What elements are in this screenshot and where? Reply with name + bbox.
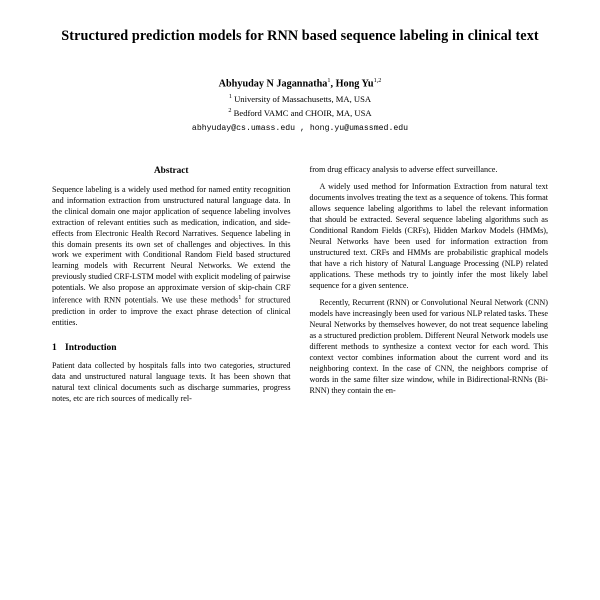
author-list xyxy=(52,77,548,91)
author-name-2: , Hong Yu xyxy=(330,77,374,89)
author-affil-marker-1: 1 xyxy=(327,76,331,84)
abstract-body: Sequence labeling is a widely used method for named entity recognition and information extraction from unstructured natural language data. In the clinical domain one major application of sequence labeling involves extraction of relevant entities such as medication, indication, and side-effects from Electronic Health Record Narratives. Sequence labeling in this domain presents its own set of challenges and objectives. In this work we experiment with Conditional Random Field based structured learning models with Recurrent Neural Networks. We extend the previously studied CRF-LSTM model with explicit modeling of pairwise potentials. We also propose an approximate version of skip-chain CRF inference with RNN potentials. We use these methods xyxy=(52,184,291,306)
author-emails: abhyuday@cs.umass.edu , hong.yu@umassmed.edu xyxy=(191,124,409,134)
page-title: Structured prediction models for RNN based sequence labeling in clinical text xyxy=(61,28,539,44)
section-title: Introduction xyxy=(65,342,117,353)
author-name-1: Abhyuday N Jagannatha xyxy=(218,77,328,89)
affiliation-line-1 xyxy=(52,93,548,105)
right-column xyxy=(310,165,549,404)
affiliation-marker-2: 2 xyxy=(228,107,232,115)
introduction-paragraph: Patient data collected by hospitals falls into two categories, structured data and unstructured natural language texts. It has been shown that natural text clinical documents such as discharge summaries, progress notes, etc are rich sources of medically rel- xyxy=(52,360,291,403)
right-paragraph-1: from drug efficacy analysis to adverse effect surveillance. xyxy=(309,165,498,175)
section-number: 1 xyxy=(52,342,57,353)
abstract-heading: Abstract xyxy=(153,166,189,177)
abstract-paragraph xyxy=(52,185,291,329)
author-affil-marker-2: 1,2 xyxy=(373,76,382,84)
right-paragraph-3: Recently, Recurrent (RNN) or Convolutional Neural Network (CNN) models have increasingly been used for various NLP related tasks. These Neural Networks by themselves however, do not treat sequence labeling as a structured prediction problem. Different Neural Network models use different methods to synthesize a context vector for each word. This context vector combines information about the current word and its neighboring context. In the case of CNN, the neighbors comprise of words in the same filter size window, while in Bidirectional-RNNs (Bi-RNN) they contain the en- xyxy=(309,297,548,395)
affiliation-text-2: Bedford VAMC and CHOIR, MA, USA xyxy=(231,107,372,118)
affiliation-line-2 xyxy=(52,107,548,119)
right-paragraph-2: A widely used method for Information Extraction from natural text documents involves treating the text as a sequence of tokens. This format allows sequence labeling algorithms to label the relevant information that should be extracted. Several sequence labeling algorithms such as Conditional Random Fields (CRFs), Hidden Markov Models (HMMs), Neural Networks have been used for information extraction from unstructured text. CRFs and HMMs are probabilistic graphical models that have a rich history of Natural Language Processing (NLP) related applications. These methods try to jointly infer the most likely label sequence for a given sentence. xyxy=(309,182,548,290)
left-column xyxy=(52,165,291,404)
affiliation-text-1: University of Massachusetts, MA, USA xyxy=(231,93,372,104)
body-columns xyxy=(52,165,548,404)
abstract-body-end: for structured prediction in order to improve the exact phrase detection of clinical entities. xyxy=(52,296,291,327)
section-heading-introduction xyxy=(52,342,291,355)
affiliation-marker-1: 1 xyxy=(228,92,232,100)
abstract-footnote-marker: 1 xyxy=(238,294,242,302)
